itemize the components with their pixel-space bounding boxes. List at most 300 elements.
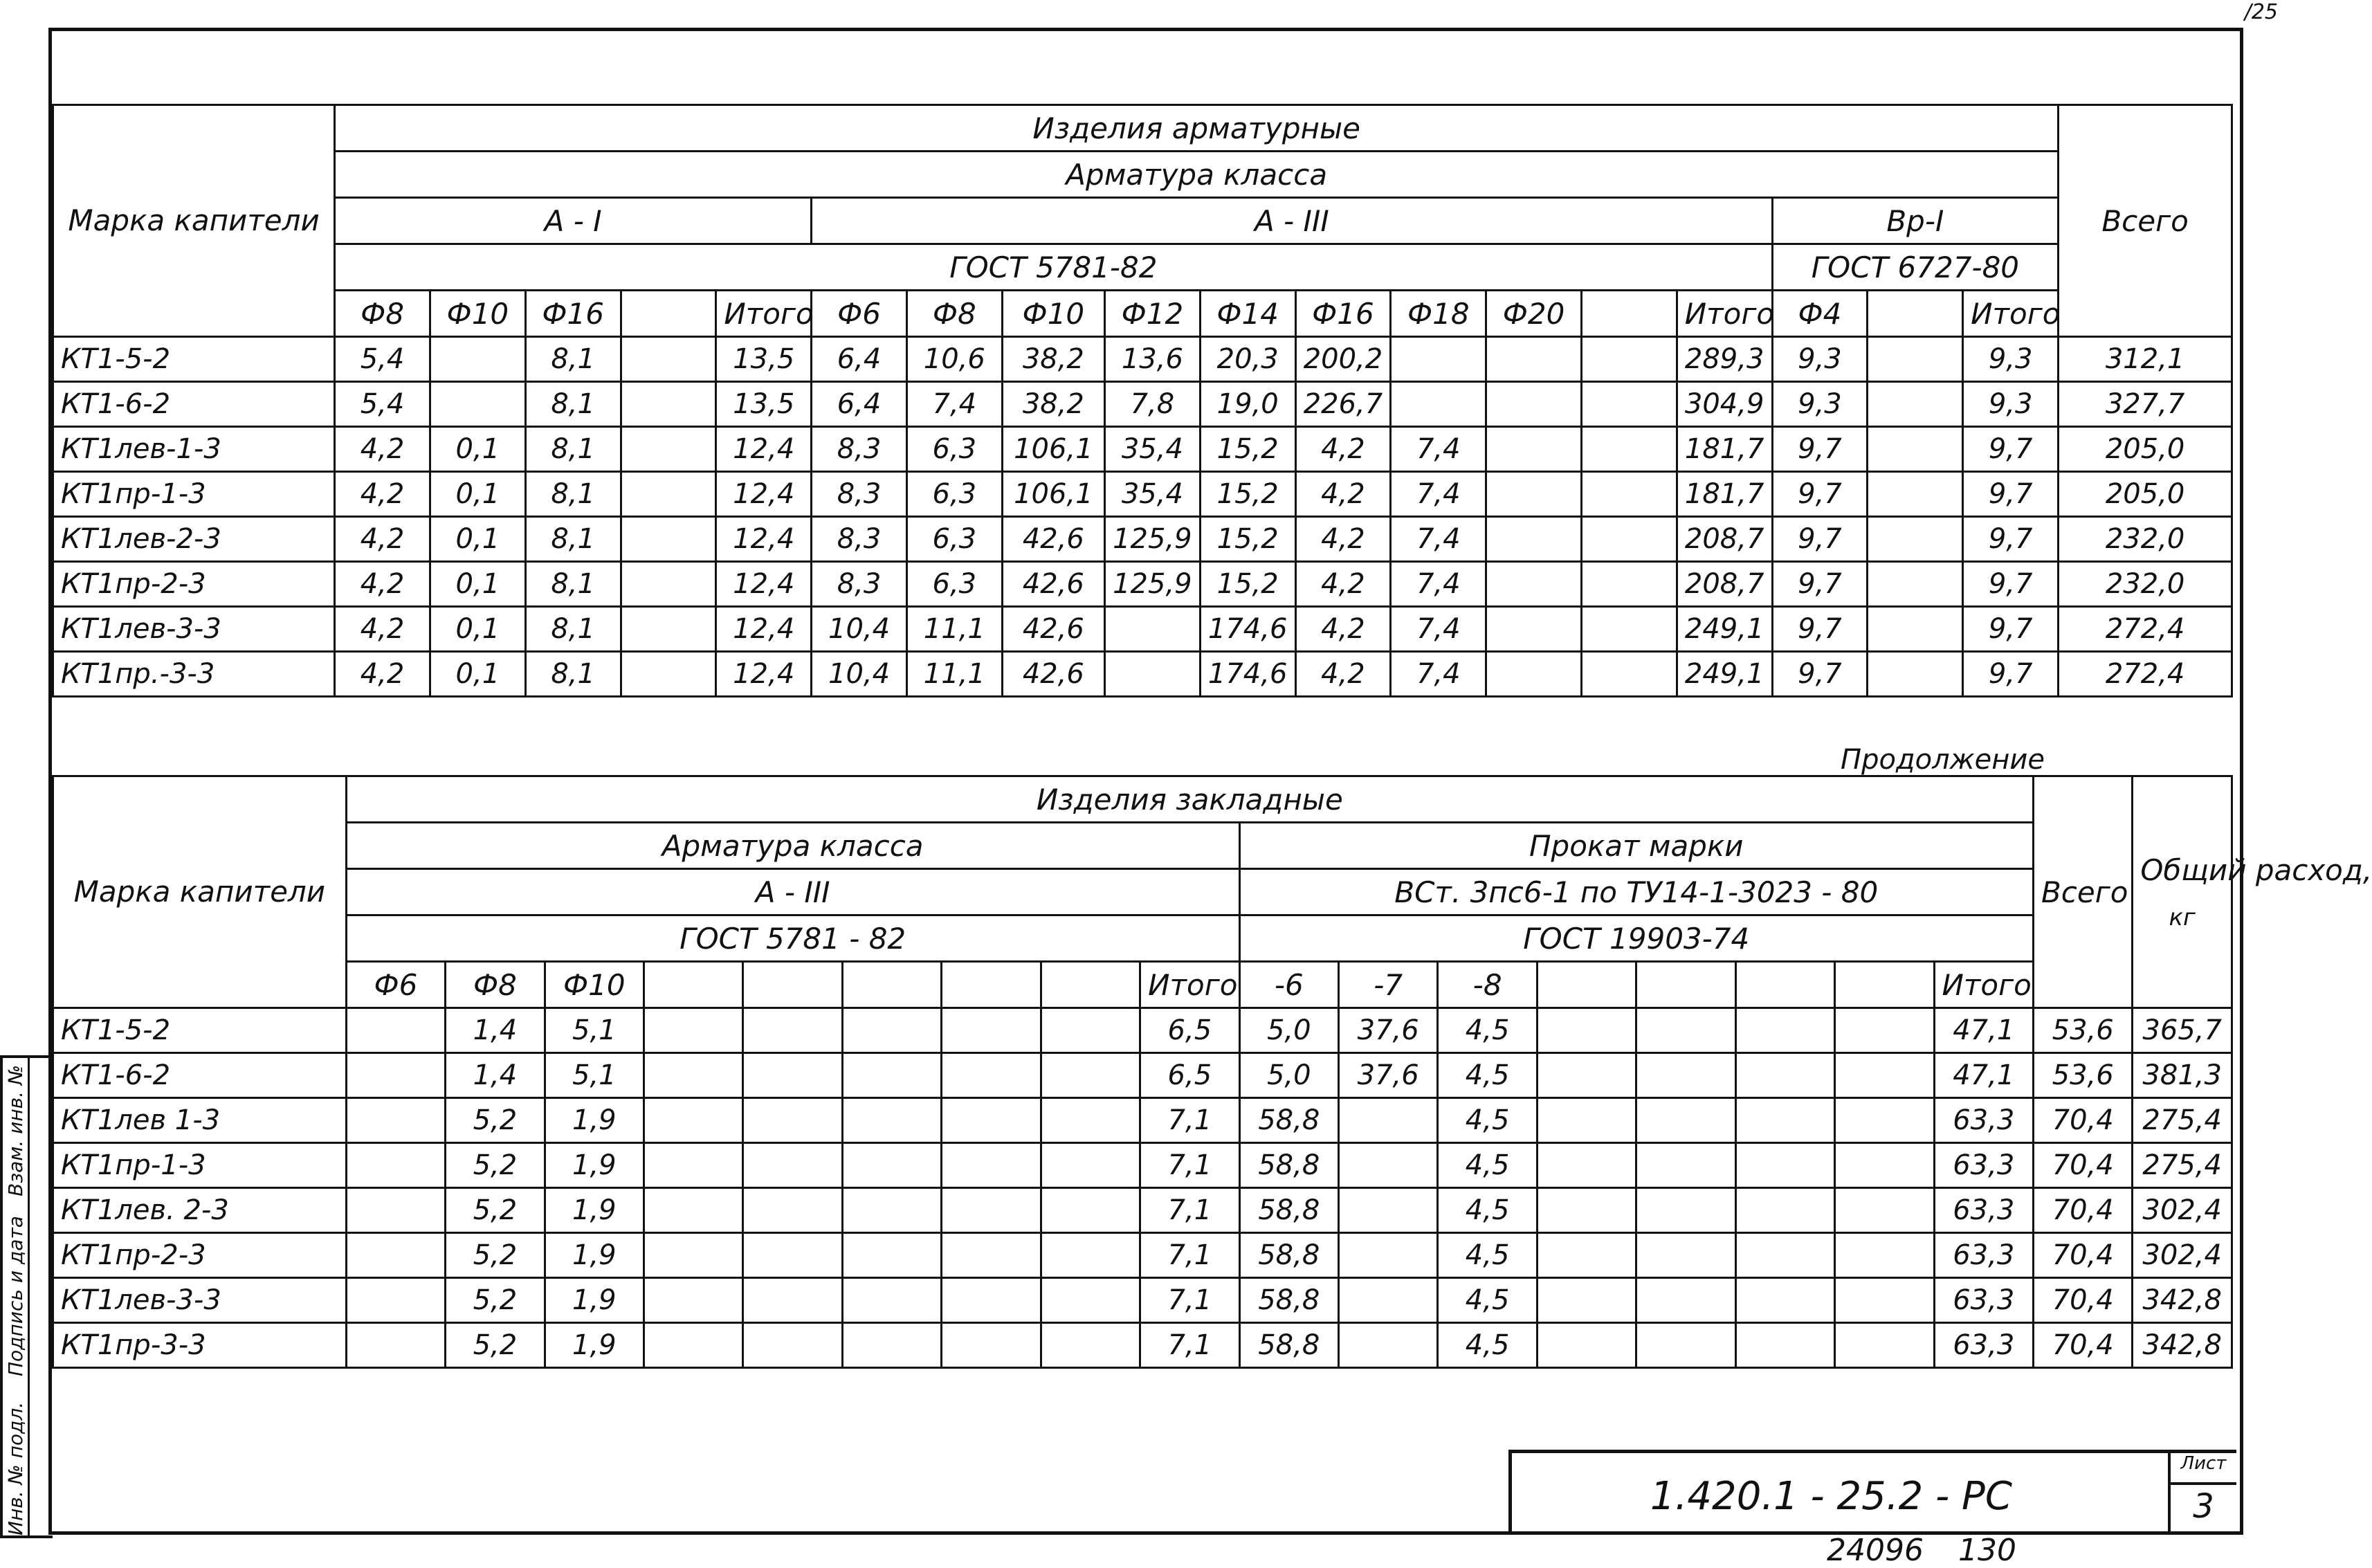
cell-value: [743, 1008, 842, 1053]
cell-value: [743, 1233, 842, 1278]
row-total: 70,4: [2033, 1143, 2132, 1188]
cell-value: 8,1: [525, 652, 621, 697]
table1-col-header: Ф20: [1486, 291, 1582, 337]
cell-value: 42,6: [1002, 517, 1104, 562]
cell-value: [1537, 1323, 1636, 1368]
mark-header: Марка капители: [53, 105, 335, 337]
group-title-2: Изделия закладные: [346, 776, 2033, 823]
cell-value: [644, 1323, 743, 1368]
cell-value: [842, 1008, 941, 1053]
cell-value: [1486, 427, 1582, 472]
cell-value: 15,2: [1200, 517, 1295, 562]
cell-value: 8,1: [525, 517, 621, 562]
cell-value: [1835, 1188, 1934, 1233]
cell-value: [942, 1008, 1041, 1053]
cell-value: [1636, 1098, 1735, 1143]
cell-value: 4,2: [335, 472, 430, 517]
cell-value: [1735, 1143, 1834, 1188]
cell-value: [1041, 1278, 1140, 1323]
cell-value: [430, 382, 525, 427]
gost-vp: ГОСТ 6727-80: [1772, 244, 2059, 291]
cell-value: 4,5: [1438, 1278, 1537, 1323]
row-total: 232,0: [2059, 562, 2232, 607]
cell-value: [1391, 382, 1486, 427]
row-total: 70,4: [2033, 1188, 2132, 1233]
cell-value: [346, 1143, 445, 1188]
cell-value: 9,7: [1963, 562, 2059, 607]
cell-value: [1581, 652, 1677, 697]
cell-value: [743, 1188, 842, 1233]
table1-col-header: Ф10: [430, 291, 525, 337]
cell-value: [1581, 337, 1677, 382]
cell-value: 38,2: [1002, 337, 1104, 382]
cell-value: 125,9: [1104, 517, 1200, 562]
cell-value: 4,5: [1438, 1323, 1537, 1368]
cell-value: [1835, 1143, 1934, 1188]
table-row: [53, 1098, 2232, 1143]
cell-value: 9,7: [1963, 607, 2059, 652]
cell-value: 208,7: [1677, 562, 1772, 607]
cell-value: [743, 1053, 842, 1098]
cell-value: [1636, 1323, 1735, 1368]
cell-value: [842, 1278, 941, 1323]
side-label-3: Взам. инв. №: [4, 1064, 27, 1196]
cell-value: [621, 382, 716, 427]
subgroup-left: Арматура класса: [346, 823, 1239, 869]
cell-value: 9,7: [1772, 607, 1868, 652]
cell-value: [1735, 1098, 1834, 1143]
cell-value: [1868, 607, 1963, 652]
table1-col-header: Ф4: [1772, 291, 1868, 337]
cell-value: 9,7: [1963, 427, 2059, 472]
cell-value: [1537, 1008, 1636, 1053]
archive-number: 24096: [1827, 1533, 1924, 1568]
cell-value: 58,8: [1239, 1323, 1338, 1368]
cell-value: [1041, 1233, 1140, 1278]
table1-col-header: Итого: [1677, 291, 1772, 337]
cell-value: [1835, 1008, 1934, 1053]
table1-col-header: Ф8: [335, 291, 430, 337]
row-overall: 342,8: [2133, 1323, 2232, 1368]
cell-value: 19,0: [1200, 382, 1295, 427]
cell-value: [1581, 517, 1677, 562]
cell-value: [1041, 1053, 1140, 1098]
cell-value: [1868, 562, 1963, 607]
total-header-2: Всего: [2033, 776, 2132, 1008]
row-mark: КТ1-6-2: [53, 1053, 347, 1098]
cell-value: 8,1: [525, 607, 621, 652]
cell-value: [842, 1098, 941, 1143]
cell-value: [621, 652, 716, 697]
cell-value: 5,4: [335, 382, 430, 427]
table1-col-header: Итого: [1963, 291, 2059, 337]
side-label-1: Инв. № подл.: [4, 1401, 27, 1535]
cell-value: 5,0: [1239, 1053, 1338, 1098]
cell-value: 1,9: [545, 1188, 644, 1233]
table-row: [53, 562, 2232, 607]
cell-value: 20,3: [1200, 337, 1295, 382]
cell-value: 7,1: [1140, 1233, 1239, 1278]
row-total: 205,0: [2059, 472, 2232, 517]
cell-value: [346, 1278, 445, 1323]
cell-value: 5,0: [1239, 1008, 1338, 1053]
cell-value: 181,7: [1677, 427, 1772, 472]
cell-value: 7,1: [1140, 1323, 1239, 1368]
table-row: [53, 1188, 2232, 1233]
cell-value: 9,7: [1963, 472, 2059, 517]
row-overall: 342,8: [2133, 1278, 2232, 1323]
cell-value: [743, 1098, 842, 1143]
cell-value: 6,3: [906, 427, 1002, 472]
cell-value: [1537, 1188, 1636, 1233]
row-mark: КТ1пр.-3-3: [53, 652, 335, 697]
cell-value: [644, 1188, 743, 1233]
cell-value: 47,1: [1934, 1008, 2033, 1053]
cell-value: 11,1: [906, 607, 1002, 652]
cell-value: 12,4: [716, 472, 812, 517]
cell-value: 7,1: [1140, 1278, 1239, 1323]
cell-value: [1537, 1143, 1636, 1188]
table-row: [53, 1278, 2232, 1323]
cell-value: [1868, 337, 1963, 382]
row-total: 53,6: [2033, 1053, 2132, 1098]
table2-col-header: [1537, 962, 1636, 1008]
cell-value: 8,1: [525, 562, 621, 607]
cell-value: [1735, 1323, 1834, 1368]
row-mark: КТ1пр-1-3: [53, 1143, 347, 1188]
table2-col-header: -8: [1438, 962, 1537, 1008]
cell-value: 4,5: [1438, 1233, 1537, 1278]
table-row: [53, 427, 2232, 472]
cell-value: 4,2: [1295, 607, 1391, 652]
cell-value: 63,3: [1934, 1233, 2033, 1278]
table2-col-header: [1636, 962, 1735, 1008]
cell-value: 58,8: [1239, 1098, 1338, 1143]
table2-col-header: Итого: [1140, 962, 1239, 1008]
table2-col-header: [1835, 962, 1934, 1008]
cell-value: 63,3: [1934, 1098, 2033, 1143]
cell-value: 5,2: [446, 1233, 545, 1278]
row-mark: КТ1лев. 2-3: [53, 1188, 347, 1233]
table1-col-header: Ф6: [812, 291, 907, 337]
cell-value: 174,6: [1200, 652, 1295, 697]
cell-value: 12,4: [716, 427, 812, 472]
cell-value: [743, 1143, 842, 1188]
cell-value: 4,5: [1438, 1053, 1537, 1098]
cell-value: [644, 1233, 743, 1278]
subgroup-right: Прокат марки: [1239, 823, 2033, 869]
cell-value: 7,4: [1391, 472, 1486, 517]
cell-value: [1486, 472, 1582, 517]
cell-value: 6,5: [1140, 1008, 1239, 1053]
cell-value: 12,4: [716, 607, 812, 652]
cell-value: 13,6: [1104, 337, 1200, 382]
cell-value: [346, 1188, 445, 1233]
row-overall: 365,7: [2133, 1008, 2232, 1053]
cell-value: [621, 517, 716, 562]
cell-value: [1391, 337, 1486, 382]
cell-value: 7,4: [1391, 652, 1486, 697]
cell-value: [621, 607, 716, 652]
cell-value: 9,3: [1963, 337, 2059, 382]
cell-value: 6,3: [906, 562, 1002, 607]
cell-value: [621, 427, 716, 472]
cell-value: [1868, 517, 1963, 562]
cell-value: 6,3: [906, 517, 1002, 562]
row-overall: 275,4: [2133, 1143, 2232, 1188]
cell-value: 1,9: [545, 1278, 644, 1323]
class-a1: А - I: [335, 198, 812, 244]
cell-value: [842, 1323, 941, 1368]
cell-value: [942, 1278, 1041, 1323]
cell-value: 289,3: [1677, 337, 1772, 382]
cell-value: 10,6: [906, 337, 1002, 382]
cell-value: 0,1: [430, 427, 525, 472]
row-mark: КТ1лев-1-3: [53, 427, 335, 472]
cell-value: 7,4: [1391, 427, 1486, 472]
cell-value: 8,3: [812, 562, 907, 607]
cell-value: 1,4: [446, 1053, 545, 1098]
cell-value: 106,1: [1002, 427, 1104, 472]
cell-value: 8,1: [525, 337, 621, 382]
cell-value: [1636, 1143, 1735, 1188]
cell-value: 15,2: [1200, 562, 1295, 607]
table-row: [53, 1143, 2232, 1188]
row-total: 70,4: [2033, 1233, 2132, 1278]
cell-value: [1636, 1053, 1735, 1098]
cell-value: 42,6: [1002, 652, 1104, 697]
cell-value: [644, 1008, 743, 1053]
cell-value: 6,4: [812, 382, 907, 427]
row-total: 70,4: [2033, 1098, 2132, 1143]
page-number: 130: [1958, 1533, 2016, 1568]
table1-col-header: [1868, 291, 1963, 337]
cell-value: [942, 1053, 1041, 1098]
continuation-label: Продолжение: [1841, 744, 2045, 776]
cell-value: [1338, 1233, 1437, 1278]
cell-value: 10,4: [812, 652, 907, 697]
table1-col-header: Ф14: [1200, 291, 1295, 337]
cell-value: 4,2: [335, 562, 430, 607]
cell-value: 7,4: [906, 382, 1002, 427]
cell-value: 8,3: [812, 427, 907, 472]
cell-value: 9,7: [1963, 517, 2059, 562]
cell-value: 1,9: [545, 1233, 644, 1278]
cell-value: 15,2: [1200, 472, 1295, 517]
row-total: 312,1: [2059, 337, 2232, 382]
class-vp: Вр-I: [1772, 198, 2059, 244]
cell-value: [1486, 607, 1582, 652]
cell-value: [1041, 1143, 1140, 1188]
cell-value: 7,4: [1391, 607, 1486, 652]
cell-value: 9,7: [1963, 652, 2059, 697]
cell-value: 15,2: [1200, 427, 1295, 472]
cell-value: 5,2: [446, 1278, 545, 1323]
cell-value: 200,2: [1295, 337, 1391, 382]
cell-value: 174,6: [1200, 607, 1295, 652]
gost-right: ГОСТ 19903-74: [1239, 915, 2033, 962]
cell-value: 304,9: [1677, 382, 1772, 427]
cell-value: 63,3: [1934, 1278, 2033, 1323]
row-mark: КТ1лев-3-3: [53, 607, 335, 652]
cell-value: [1041, 1188, 1140, 1233]
table-row: [53, 472, 2232, 517]
cell-value: [1486, 337, 1582, 382]
mark-header-2: Марка капители: [53, 776, 347, 1008]
cell-value: 1,9: [545, 1323, 644, 1368]
cell-value: 35,4: [1104, 472, 1200, 517]
cell-value: 0,1: [430, 562, 525, 607]
cell-value: [942, 1143, 1041, 1188]
table2-col-header: [842, 962, 941, 1008]
cell-value: [1338, 1323, 1437, 1368]
cell-value: [842, 1233, 941, 1278]
cell-value: [1735, 1233, 1834, 1278]
cell-value: [743, 1323, 842, 1368]
cell-value: 5,4: [335, 337, 430, 382]
cell-value: 6,4: [812, 337, 907, 382]
cell-value: 7,4: [1391, 517, 1486, 562]
gost-left: ГОСТ 5781 - 82: [346, 915, 1239, 962]
table1-col-header: Ф16: [1295, 291, 1391, 337]
cell-value: 7,1: [1140, 1188, 1239, 1233]
cell-value: 0,1: [430, 652, 525, 697]
row-total: 70,4: [2033, 1278, 2132, 1323]
row-mark: КТ1лев-2-3: [53, 517, 335, 562]
cell-value: [1835, 1233, 1934, 1278]
cell-value: [942, 1098, 1041, 1143]
cell-value: 4,2: [1295, 562, 1391, 607]
page-corner-number: /25: [2244, 0, 2278, 24]
cell-value: 11,1: [906, 652, 1002, 697]
cell-value: [621, 562, 716, 607]
cell-value: 12,4: [716, 517, 812, 562]
cell-value: [1537, 1233, 1636, 1278]
cell-value: 9,7: [1772, 652, 1868, 697]
cell-value: 1,9: [545, 1143, 644, 1188]
cell-value: 226,7: [1295, 382, 1391, 427]
cell-value: 4,5: [1438, 1188, 1537, 1233]
row-total: 272,4: [2059, 607, 2232, 652]
table-row: [53, 1233, 2232, 1278]
cell-value: [346, 1008, 445, 1053]
cell-value: 4,2: [1295, 472, 1391, 517]
cell-value: 63,3: [1934, 1188, 2033, 1233]
cell-value: [430, 337, 525, 382]
cell-value: [1735, 1278, 1834, 1323]
row-mark: КТ1-6-2: [53, 382, 335, 427]
row-overall: 381,3: [2133, 1053, 2232, 1098]
cell-value: 6,3: [906, 472, 1002, 517]
cell-value: 7,1: [1140, 1098, 1239, 1143]
table2-col-header: [1041, 962, 1140, 1008]
row-mark: КТ1пр-1-3: [53, 472, 335, 517]
table1-col-header: Ф10: [1002, 291, 1104, 337]
gost-main: ГОСТ 5781-82: [335, 244, 1772, 291]
cell-value: 38,2: [1002, 382, 1104, 427]
cell-value: [1735, 1053, 1834, 1098]
cell-value: 9,7: [1772, 562, 1868, 607]
row-mark: КТ1пр-2-3: [53, 1233, 347, 1278]
cell-value: 42,6: [1002, 607, 1104, 652]
cell-value: [346, 1233, 445, 1278]
cell-value: [942, 1233, 1041, 1278]
cell-value: 5,1: [545, 1053, 644, 1098]
cell-value: 4,5: [1438, 1008, 1537, 1053]
table-row: [53, 652, 2232, 697]
cell-value: [1338, 1278, 1437, 1323]
cell-value: 47,1: [1934, 1053, 2033, 1098]
cell-value: [644, 1278, 743, 1323]
cell-value: 0,1: [430, 517, 525, 562]
cell-value: 5,2: [446, 1188, 545, 1233]
cell-value: 13,5: [716, 337, 812, 382]
cell-value: 5,2: [446, 1323, 545, 1368]
table2-col-header: -7: [1338, 962, 1437, 1008]
table1-col-header: Итого: [716, 291, 812, 337]
cell-value: 7,1: [1140, 1143, 1239, 1188]
table2-col-header: [644, 962, 743, 1008]
cell-value: 63,3: [1934, 1323, 2033, 1368]
row-total: 272,4: [2059, 652, 2232, 697]
cell-value: 1,9: [545, 1098, 644, 1143]
cell-value: 4,2: [1295, 517, 1391, 562]
cell-value: 125,9: [1104, 562, 1200, 607]
cell-value: [644, 1098, 743, 1143]
row-total: 232,0: [2059, 517, 2232, 562]
cell-value: [1581, 472, 1677, 517]
cell-value: 58,8: [1239, 1278, 1338, 1323]
cell-value: 12,4: [716, 562, 812, 607]
table-row: [53, 382, 2232, 427]
cell-value: [621, 472, 716, 517]
cell-value: [1486, 562, 1582, 607]
cell-value: [1636, 1278, 1735, 1323]
class-left: А - III: [346, 869, 1239, 915]
cell-value: 249,1: [1677, 652, 1772, 697]
table1-col-header: [1581, 291, 1677, 337]
cell-value: 42,6: [1002, 562, 1104, 607]
row-mark: КТ1лев 1-3: [53, 1098, 347, 1143]
cell-value: [644, 1053, 743, 1098]
row-total: 327,7: [2059, 382, 2232, 427]
cell-value: [1486, 517, 1582, 562]
cell-value: 0,1: [430, 472, 525, 517]
class-a3: А - III: [812, 198, 1772, 244]
table2-col-header: [942, 962, 1041, 1008]
cell-value: [1735, 1188, 1834, 1233]
cell-value: 8,1: [525, 382, 621, 427]
cell-value: 4,2: [335, 607, 430, 652]
doc-code: 1.420.1 - 25.2 - РС: [1650, 1474, 2012, 1519]
subgroup-title: Арматура класса: [335, 152, 2059, 198]
cell-value: [1868, 382, 1963, 427]
cell-value: 1,4: [446, 1008, 545, 1053]
side-label-2: Подпись и дата: [4, 1216, 27, 1376]
cell-value: 35,4: [1104, 427, 1200, 472]
cell-value: 5,2: [446, 1143, 545, 1188]
row-mark: КТ1-5-2: [53, 1008, 347, 1053]
cell-value: 8,3: [812, 517, 907, 562]
table-row: [53, 1008, 2232, 1053]
reinforcement-table: [52, 104, 2233, 698]
cell-value: 37,6: [1338, 1008, 1437, 1053]
cell-value: 4,5: [1438, 1143, 1537, 1188]
cell-value: 13,5: [716, 382, 812, 427]
cell-value: [1636, 1233, 1735, 1278]
row-mark: КТ1пр-2-3: [53, 562, 335, 607]
cell-value: 58,8: [1239, 1233, 1338, 1278]
